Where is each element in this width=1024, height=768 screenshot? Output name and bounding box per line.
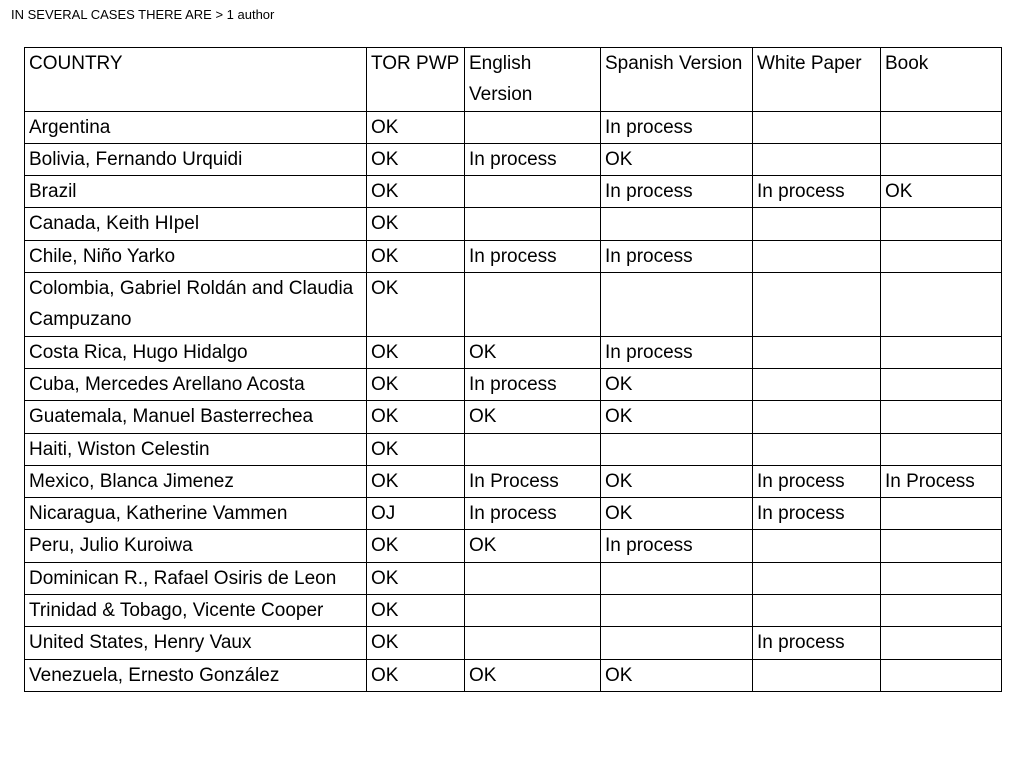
country-cell: Peru, Julio Kuroiwa	[25, 530, 367, 562]
english-version-cell: In process	[465, 368, 601, 400]
english-version-cell	[465, 562, 601, 594]
tor-pwp-cell: OJ	[367, 498, 465, 530]
spanish-version-cell: OK	[601, 143, 753, 175]
white-paper-cell	[753, 433, 881, 465]
white-paper-cell	[753, 562, 881, 594]
book-cell	[881, 595, 1002, 627]
country-cell: Costa Rica, Hugo Hidalgo	[25, 336, 367, 368]
white-paper-cell	[753, 595, 881, 627]
spanish-version-cell: In process	[601, 176, 753, 208]
book-cell	[881, 498, 1002, 530]
english-version-cell: In process	[465, 240, 601, 272]
white-paper-cell	[753, 208, 881, 240]
column-header-book: Book	[881, 48, 1002, 112]
spanish-version-cell	[601, 208, 753, 240]
book-cell	[881, 111, 1002, 143]
tor-pwp-cell: OK	[367, 273, 465, 337]
country-cell: Haiti, Wiston Celestin	[25, 433, 367, 465]
book-cell	[881, 627, 1002, 659]
white-paper-cell	[753, 240, 881, 272]
book-cell: In Process	[881, 465, 1002, 497]
white-paper-cell	[753, 143, 881, 175]
tor-pwp-cell: OK	[367, 595, 465, 627]
tor-pwp-cell: OK	[367, 465, 465, 497]
book-cell: OK	[881, 176, 1002, 208]
english-version-cell: OK	[465, 401, 601, 433]
table-row	[25, 336, 1002, 368]
white-paper-cell: In process	[753, 627, 881, 659]
spanish-version-cell	[601, 562, 753, 594]
column-header-white-paper: White Paper	[753, 48, 881, 112]
country-status-table	[24, 47, 1002, 692]
spanish-version-cell: In process	[601, 240, 753, 272]
country-cell: Guatemala, Manuel Basterrechea	[25, 401, 367, 433]
table-row	[25, 273, 1002, 337]
table-header-row	[25, 48, 1002, 112]
tor-pwp-cell: OK	[367, 240, 465, 272]
table-row	[25, 368, 1002, 400]
table-row	[25, 465, 1002, 497]
book-cell	[881, 401, 1002, 433]
table-row	[25, 433, 1002, 465]
book-cell	[881, 208, 1002, 240]
english-version-cell: In Process	[465, 465, 601, 497]
tor-pwp-cell: OK	[367, 176, 465, 208]
spanish-version-cell: OK	[601, 368, 753, 400]
column-header-spanish-version: Spanish Version	[601, 48, 753, 112]
country-cell: Trinidad & Tobago, Vicente Cooper	[25, 595, 367, 627]
spanish-version-cell: In process	[601, 530, 753, 562]
column-header-english-version: English Version	[465, 48, 601, 112]
book-cell	[881, 336, 1002, 368]
book-cell	[881, 562, 1002, 594]
spanish-version-cell	[601, 433, 753, 465]
table-row	[25, 208, 1002, 240]
english-version-cell	[465, 208, 601, 240]
english-version-cell: OK	[465, 336, 601, 368]
table-row	[25, 401, 1002, 433]
book-cell	[881, 530, 1002, 562]
tor-pwp-cell: OK	[367, 433, 465, 465]
table-row	[25, 530, 1002, 562]
english-version-cell	[465, 627, 601, 659]
table-row	[25, 111, 1002, 143]
book-cell	[881, 273, 1002, 337]
spanish-version-cell	[601, 595, 753, 627]
english-version-cell	[465, 273, 601, 337]
tor-pwp-cell: OK	[367, 530, 465, 562]
table-row	[25, 627, 1002, 659]
english-version-cell: In process	[465, 143, 601, 175]
english-version-cell: In process	[465, 498, 601, 530]
country-cell: Brazil	[25, 176, 367, 208]
column-header-country: COUNTRY	[25, 48, 367, 112]
spanish-version-cell: In process	[601, 336, 753, 368]
white-paper-cell	[753, 530, 881, 562]
white-paper-cell	[753, 336, 881, 368]
country-cell: Dominican R., Rafael Osiris de Leon	[25, 562, 367, 594]
white-paper-cell	[753, 273, 881, 337]
table-body	[25, 111, 1002, 691]
tor-pwp-cell: OK	[367, 562, 465, 594]
tor-pwp-cell: OK	[367, 336, 465, 368]
english-version-cell	[465, 595, 601, 627]
tor-pwp-cell: OK	[367, 143, 465, 175]
english-version-cell	[465, 433, 601, 465]
book-cell	[881, 659, 1002, 691]
spanish-version-cell: OK	[601, 498, 753, 530]
english-version-cell: OK	[465, 530, 601, 562]
tor-pwp-cell: OK	[367, 368, 465, 400]
english-version-cell	[465, 111, 601, 143]
spanish-version-cell: OK	[601, 465, 753, 497]
table-row	[25, 143, 1002, 175]
country-cell: Chile, Niño Yarko	[25, 240, 367, 272]
white-paper-cell: In process	[753, 176, 881, 208]
book-cell	[881, 368, 1002, 400]
country-cell: Cuba, Mercedes Arellano Acosta	[25, 368, 367, 400]
country-cell: Mexico, Blanca Jimenez	[25, 465, 367, 497]
white-paper-cell	[753, 659, 881, 691]
country-cell: United States, Henry Vaux	[25, 627, 367, 659]
white-paper-cell: In process	[753, 498, 881, 530]
tor-pwp-cell: OK	[367, 627, 465, 659]
white-paper-cell	[753, 401, 881, 433]
country-cell: Colombia, Gabriel Roldán and Claudia Campuzano	[25, 273, 367, 337]
table-row	[25, 498, 1002, 530]
book-cell	[881, 433, 1002, 465]
spanish-version-cell: OK	[601, 659, 753, 691]
page-note: IN SEVERAL CASES THERE ARE > 1 author	[11, 7, 275, 22]
english-version-cell	[465, 176, 601, 208]
table-row	[25, 595, 1002, 627]
tor-pwp-cell: OK	[367, 401, 465, 433]
table-row	[25, 562, 1002, 594]
spanish-version-cell	[601, 273, 753, 337]
column-header-tor-pwp: TOR PWP	[367, 48, 465, 112]
white-paper-cell	[753, 368, 881, 400]
tor-pwp-cell: OK	[367, 659, 465, 691]
white-paper-cell	[753, 111, 881, 143]
table-row	[25, 176, 1002, 208]
book-cell	[881, 240, 1002, 272]
table-row	[25, 659, 1002, 691]
country-cell: Canada, Keith HIpel	[25, 208, 367, 240]
spanish-version-cell	[601, 627, 753, 659]
country-cell: Argentina	[25, 111, 367, 143]
table-row	[25, 240, 1002, 272]
tor-pwp-cell: OK	[367, 208, 465, 240]
english-version-cell: OK	[465, 659, 601, 691]
country-cell: Venezuela, Ernesto González	[25, 659, 367, 691]
spanish-version-cell: OK	[601, 401, 753, 433]
country-cell: Nicaragua, Katherine Vammen	[25, 498, 367, 530]
tor-pwp-cell: OK	[367, 111, 465, 143]
book-cell	[881, 143, 1002, 175]
white-paper-cell: In process	[753, 465, 881, 497]
spanish-version-cell: In process	[601, 111, 753, 143]
country-cell: Bolivia, Fernando Urquidi	[25, 143, 367, 175]
